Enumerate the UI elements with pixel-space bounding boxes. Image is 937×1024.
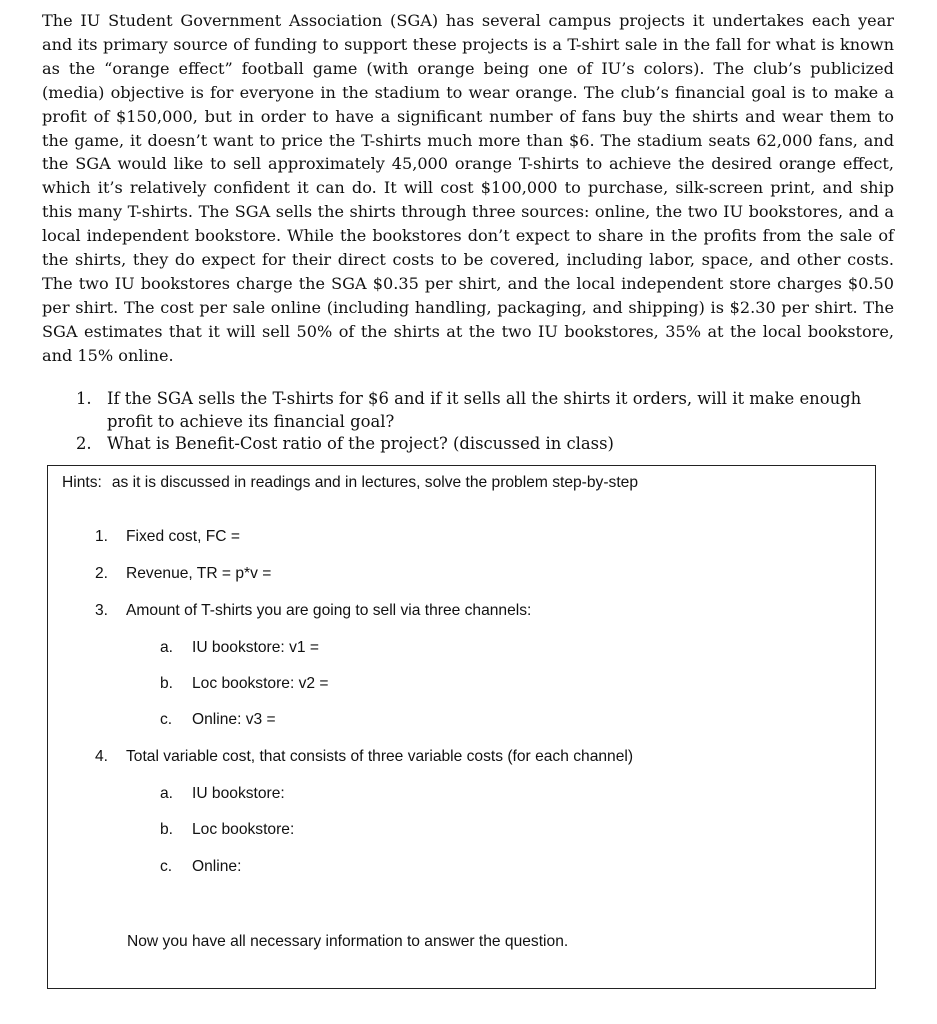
question-text: If the SGA sells the T-shirts for $6 and if it sells all the shirts it orders, will it make enough profit to achieve its financial goal? xyxy=(107,389,862,431)
hint-substep xyxy=(160,711,276,729)
hint-substep-text: Loc bookstore: xyxy=(192,821,295,838)
hint-substep xyxy=(160,639,319,657)
hints-intro xyxy=(62,474,638,492)
question-item xyxy=(76,388,896,433)
question-item xyxy=(76,433,896,456)
hints-label: Hints: xyxy=(62,474,102,491)
hint-substep-text: Online: v3 = xyxy=(192,711,276,728)
question-number: 2. xyxy=(76,434,92,453)
hint-substep-text: IU bookstore: xyxy=(192,785,285,802)
hint-step-number: 1. xyxy=(95,528,109,545)
hints-box xyxy=(47,465,876,989)
hint-substep-text: Online: xyxy=(192,858,242,875)
hint-substep-text: IU bookstore: v1 = xyxy=(192,639,319,656)
hint-substep-letter: a. xyxy=(160,785,174,802)
hints-intro-text: as it is discussed in readings and in lectures, solve the problem step-by-step xyxy=(111,474,638,491)
hint-substep xyxy=(160,675,329,693)
question-number: 1. xyxy=(76,389,92,408)
hint-substep xyxy=(160,785,285,803)
hints-closing: Now you have all necessary information to answer the question. xyxy=(127,933,569,950)
hint-step-text: Amount of T-shirts you are going to sell via three channels: xyxy=(126,602,532,619)
hint-step-text: Revenue, TR = p*v = xyxy=(126,565,272,582)
hint-step xyxy=(95,565,271,583)
hint-substep-letter: b. xyxy=(160,675,174,692)
hint-step-number: 4. xyxy=(95,748,109,765)
hint-step-text: Fixed cost, FC = xyxy=(126,528,240,545)
hint-substep-letter: b. xyxy=(160,821,174,838)
hint-step xyxy=(95,528,240,546)
hint-step xyxy=(95,748,633,766)
hint-step-number: 2. xyxy=(95,565,109,582)
hint-substep-letter: c. xyxy=(160,711,173,728)
hint-substep xyxy=(160,821,294,839)
hint-substep xyxy=(160,858,241,876)
question-list xyxy=(76,388,896,456)
problem-statement: The IU Student Government Association (SGA) has several campus projects it undertakes each year and its primary source of funding to support these projects is a T-shirt sale in the fall for what is known as the “orange effect” football game (with orange being one of IU’s colors). The club’s publicized (media) objective is for everyone in the stadium to wear orange. The club’s financial goal is to make a profit of $150,000, but in order to have a significant number of fans buy the shirts and wear them to the game, it doesn’t want to price the T-shirts much more than $6. The stadium seats 62,000 fans, and the SGA would like to sell approximately 45,000 orange T-shirts to achieve the desired orange effect, which it’s relatively confident it can do. It will cost $100,000 to purchase, silk-screen print, and ship this many T-shirts. The SGA sells the shirts through three sources: online, the two IU bookstores, and a local independent bookstore. While the bookstores don’t expect to share in the profits from the sale of the shirts, they do expect for their direct costs to be covered, including labor, space, and other costs. The two IU bookstores charge the SGA $0.35 per shirt, and the local independent store charges $0.50 per shirt. The cost per sale online (including handling, packaging, and shipping) is $2.30 per shirt. The SGA estimates that it will sell 50% of the shirts at the two IU bookstores, 35% at the local bookstore, and 15% online. xyxy=(42,11,894,365)
hint-substep-letter: a. xyxy=(160,639,174,656)
question-text: What is Benefit-Cost ratio of the project? (discussed in class) xyxy=(107,434,614,453)
hint-substep-text: Loc bookstore: v2 = xyxy=(192,675,329,692)
hint-step xyxy=(95,602,531,620)
hint-step-text: Total variable cost, that consists of three variable costs (for each channel) xyxy=(126,748,634,765)
hint-substep-letter: c. xyxy=(160,858,173,875)
hint-step-number: 3. xyxy=(95,602,109,619)
